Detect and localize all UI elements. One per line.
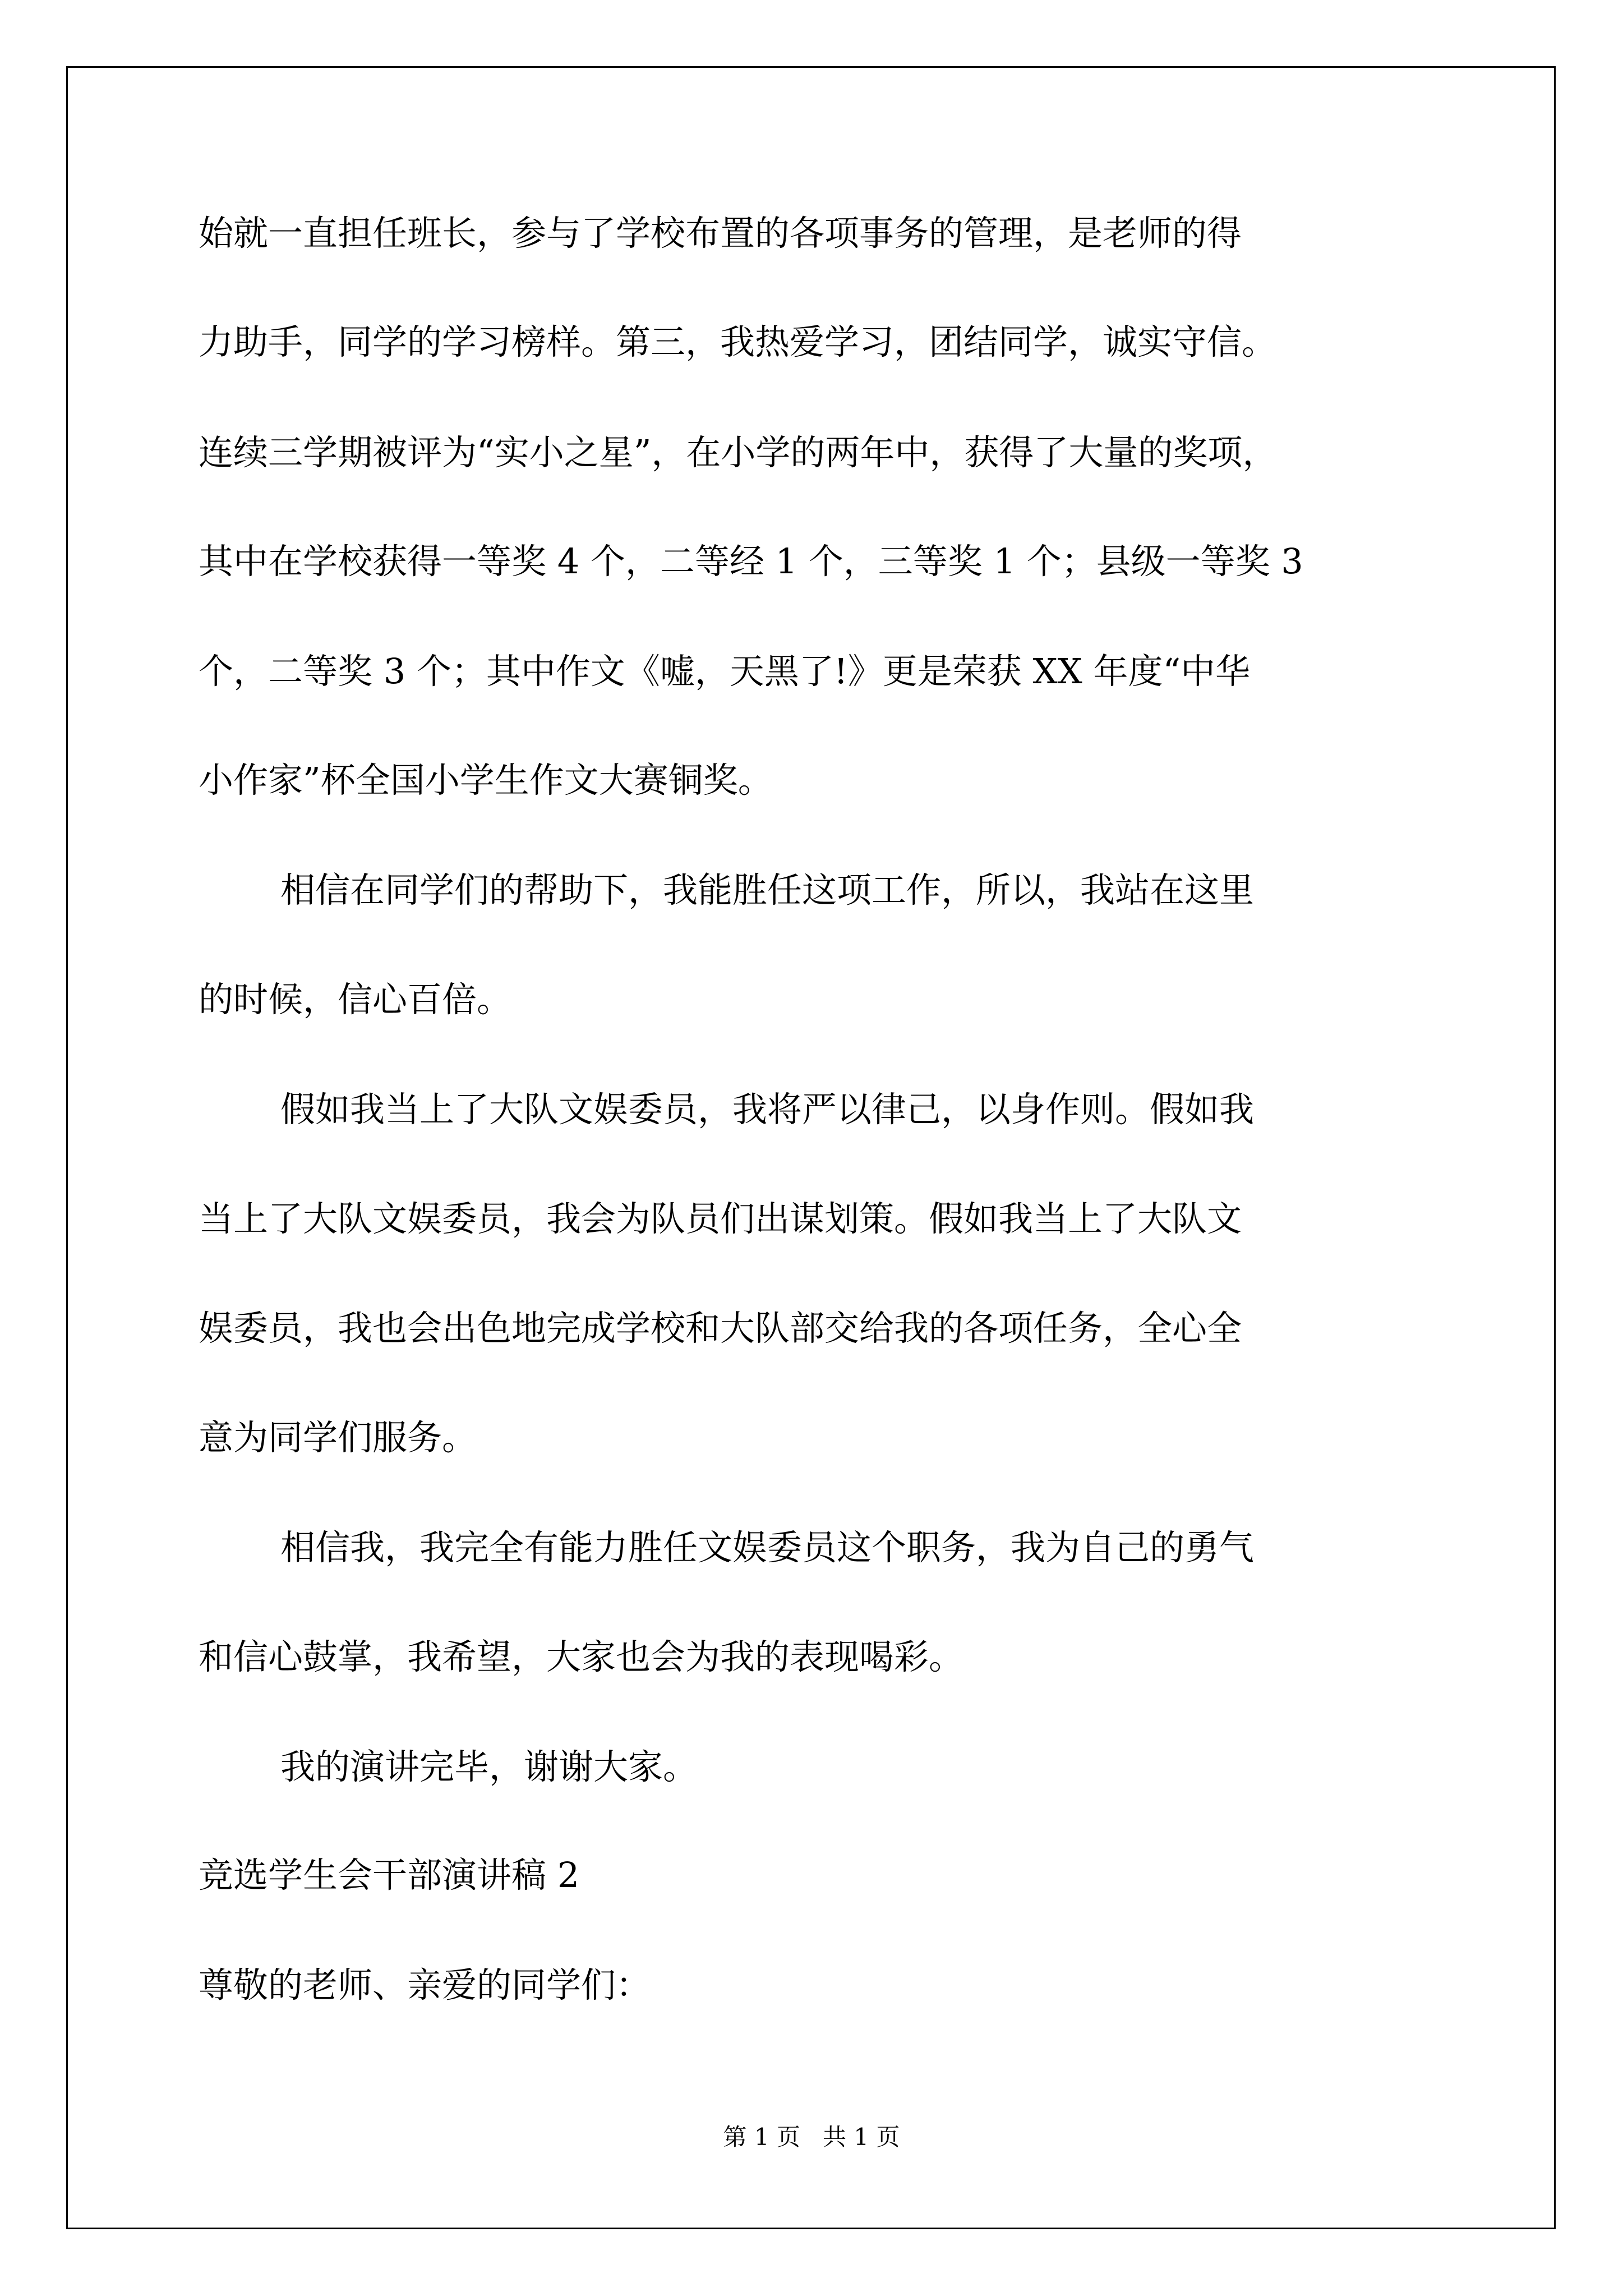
text-line-7: 相信在同学们的帮助下，我能胜任这项工作，所以，我站在这里 — [280, 869, 1255, 910]
text-line-5: 个，二等奖 3 个；其中作文《嘘，天黑了!》更是荣获 XX 年度“中华 — [199, 651, 1251, 692]
section-heading: 竞选学生会干部演讲稿 2 — [199, 1855, 580, 1895]
text-line-8: 的时候，信心百倍。 — [199, 979, 512, 1020]
text-line-6: 小作家”杯全国小学生作文大赛铜奖。 — [199, 760, 773, 800]
text-line-12: 意为同学们服务。 — [199, 1417, 477, 1458]
text-line-11: 娱委员，我也会出色地完成学校和大队部交给我的各项任务，全心全 — [199, 1308, 1242, 1349]
text-line-3: 连续三学期被评为“实小之星”，在小学的两年中，获得了大量的奖项， — [199, 432, 1278, 473]
text-line-15: 我的演讲完毕，谢谢大家。 — [280, 1746, 698, 1787]
text-line-17: 尊敬的老师、亲爱的同学们： — [199, 1964, 651, 2005]
text-line-4: 其中在学校获得一等奖 4 个，二等经 1 个，三等奖 1 个；县级一等奖 3 — [199, 541, 1303, 582]
text-line-1: 始就一直担任班长，参与了学校布置的各项事务的管理，是老师的得 — [199, 213, 1242, 254]
text-line-9: 假如我当上了大队文娱委员，我将严以律己，以身作则。假如我 — [280, 1089, 1255, 1130]
page-border — [66, 66, 1556, 2229]
text-line-2: 力助手，同学的学习榜样。第三，我热爱学习，团结同学，诚实守信。 — [199, 321, 1277, 362]
text-line-10: 当上了大队文娱委员，我会为队员们出谋划策。假如我当上了大队文 — [199, 1198, 1242, 1239]
page-footer: 第 1 页 共 1 页 — [723, 2123, 900, 2151]
text-line-14: 和信心鼓掌，我希望，大家也会为我的表现喝彩。 — [199, 1636, 964, 1677]
text-line-13: 相信我，我完全有能力胜任文娱委员这个职务，我为自己的勇气 — [280, 1527, 1255, 1568]
